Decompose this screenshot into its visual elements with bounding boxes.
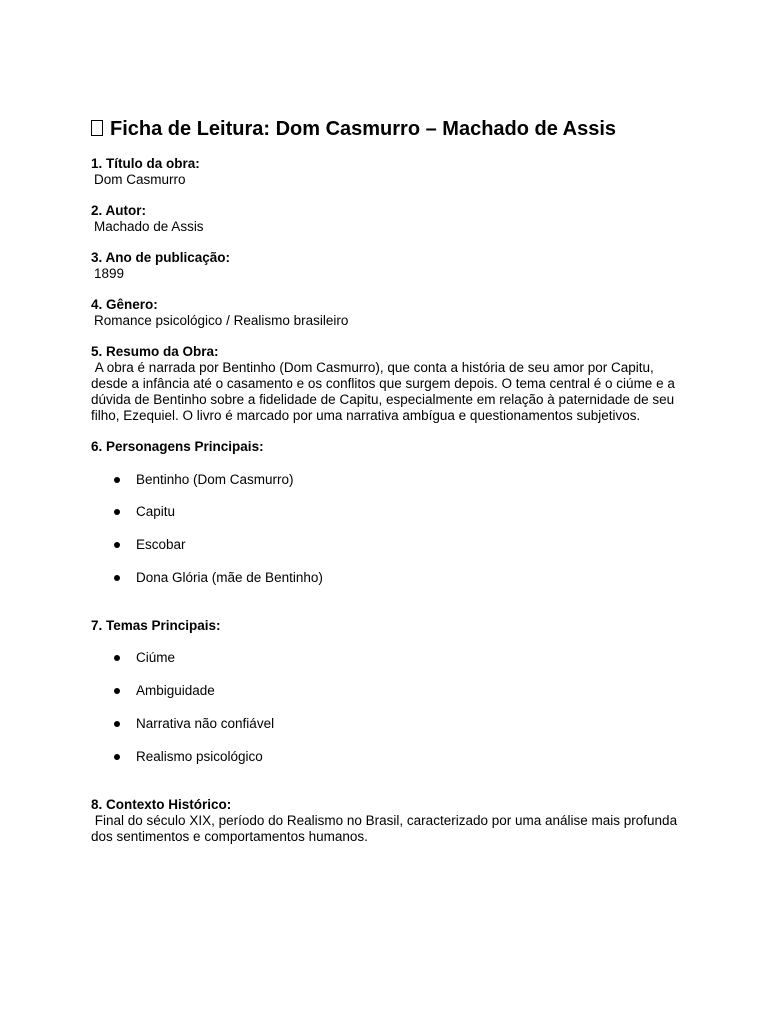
section-contexto <box>91 797 691 845</box>
section-value: Dom Casmurro <box>94 172 186 187</box>
missing-glyph-icon <box>91 120 103 136</box>
list-item <box>91 683 691 699</box>
section-label: 5. Resumo da Obra: <box>91 344 219 359</box>
section-label: 3. Ano de publicação: <box>91 250 231 265</box>
bullet-icon <box>114 721 120 727</box>
section-paragraph <box>91 360 691 424</box>
section-ano <box>91 250 691 282</box>
section-temas <box>91 618 691 765</box>
document-title-row <box>91 116 691 142</box>
list-item <box>91 749 691 765</box>
section-label: 4. Gênero: <box>91 297 158 312</box>
bullet-icon <box>114 655 120 661</box>
document-title: Ficha de Leitura: Dom Casmurro – Machado de Assis <box>110 118 617 140</box>
document-page <box>91 116 691 860</box>
resumo-text: A obra é narrada por Bentinho (Dom Casmurro), que conta a história de seu amor por Capitu, desde a infância até o casamento e os conflitos que surgem depois. O tema central é o ciúme e a dúvida de Bentinho sobre a fidelidade de Capitu, especialmente em relação à paternidade de seu filho, Ezequiel. O livro é marcado por uma narrativa ambígua e questionamentos subjetivos. <box>91 360 675 423</box>
bullet-icon <box>114 477 120 483</box>
list-item <box>91 650 691 666</box>
section-label: 7. Temas Principais: <box>91 617 221 633</box>
section-value: Machado de Assis <box>94 219 204 234</box>
bullet-icon <box>114 754 120 760</box>
section-paragraph <box>91 813 691 845</box>
list-item <box>91 716 691 732</box>
list-item-text: Realismo psicológico <box>136 748 263 764</box>
personagens-list <box>91 472 691 586</box>
list-item-text: Ambiguidade <box>136 683 215 699</box>
section-titulo <box>91 156 691 188</box>
list-item-text: Capitu <box>136 504 176 520</box>
list-item-text: Bentinho (Dom Casmurro) <box>136 471 294 487</box>
list-item <box>91 537 691 553</box>
section-value: Romance psicológico / Realismo brasileiro <box>94 313 349 328</box>
list-item <box>91 570 691 586</box>
section-resumo <box>91 344 691 424</box>
list-item-text: Escobar <box>136 537 186 553</box>
bullet-icon <box>114 688 120 694</box>
bullet-icon <box>114 575 120 581</box>
section-label: 1. Título da obra: <box>91 156 200 171</box>
section-autor <box>91 203 691 235</box>
list-item <box>91 472 691 488</box>
list-item-text: Ciúme <box>136 650 176 666</box>
list-item <box>91 504 691 520</box>
section-label: 6. Personagens Principais: <box>91 439 264 454</box>
temas-list <box>91 650 691 764</box>
bullet-icon <box>114 509 120 515</box>
section-value: 1899 <box>94 266 125 281</box>
list-item-text: Dona Glória (mãe de Bentinho) <box>136 569 323 585</box>
list-item-text: Narrativa não confiável <box>136 715 275 731</box>
section-label: 2. Autor: <box>91 203 146 218</box>
contexto-text: Final do século XIX, período do Realismo no Brasil, caracterizado por uma análise mais profunda dos sentimentos e comportamentos humanos. <box>91 812 678 844</box>
section-label: 8. Contexto Histórico: <box>91 796 232 812</box>
section-genero <box>91 297 691 329</box>
bullet-icon <box>114 542 120 548</box>
section-personagens <box>91 439 691 586</box>
